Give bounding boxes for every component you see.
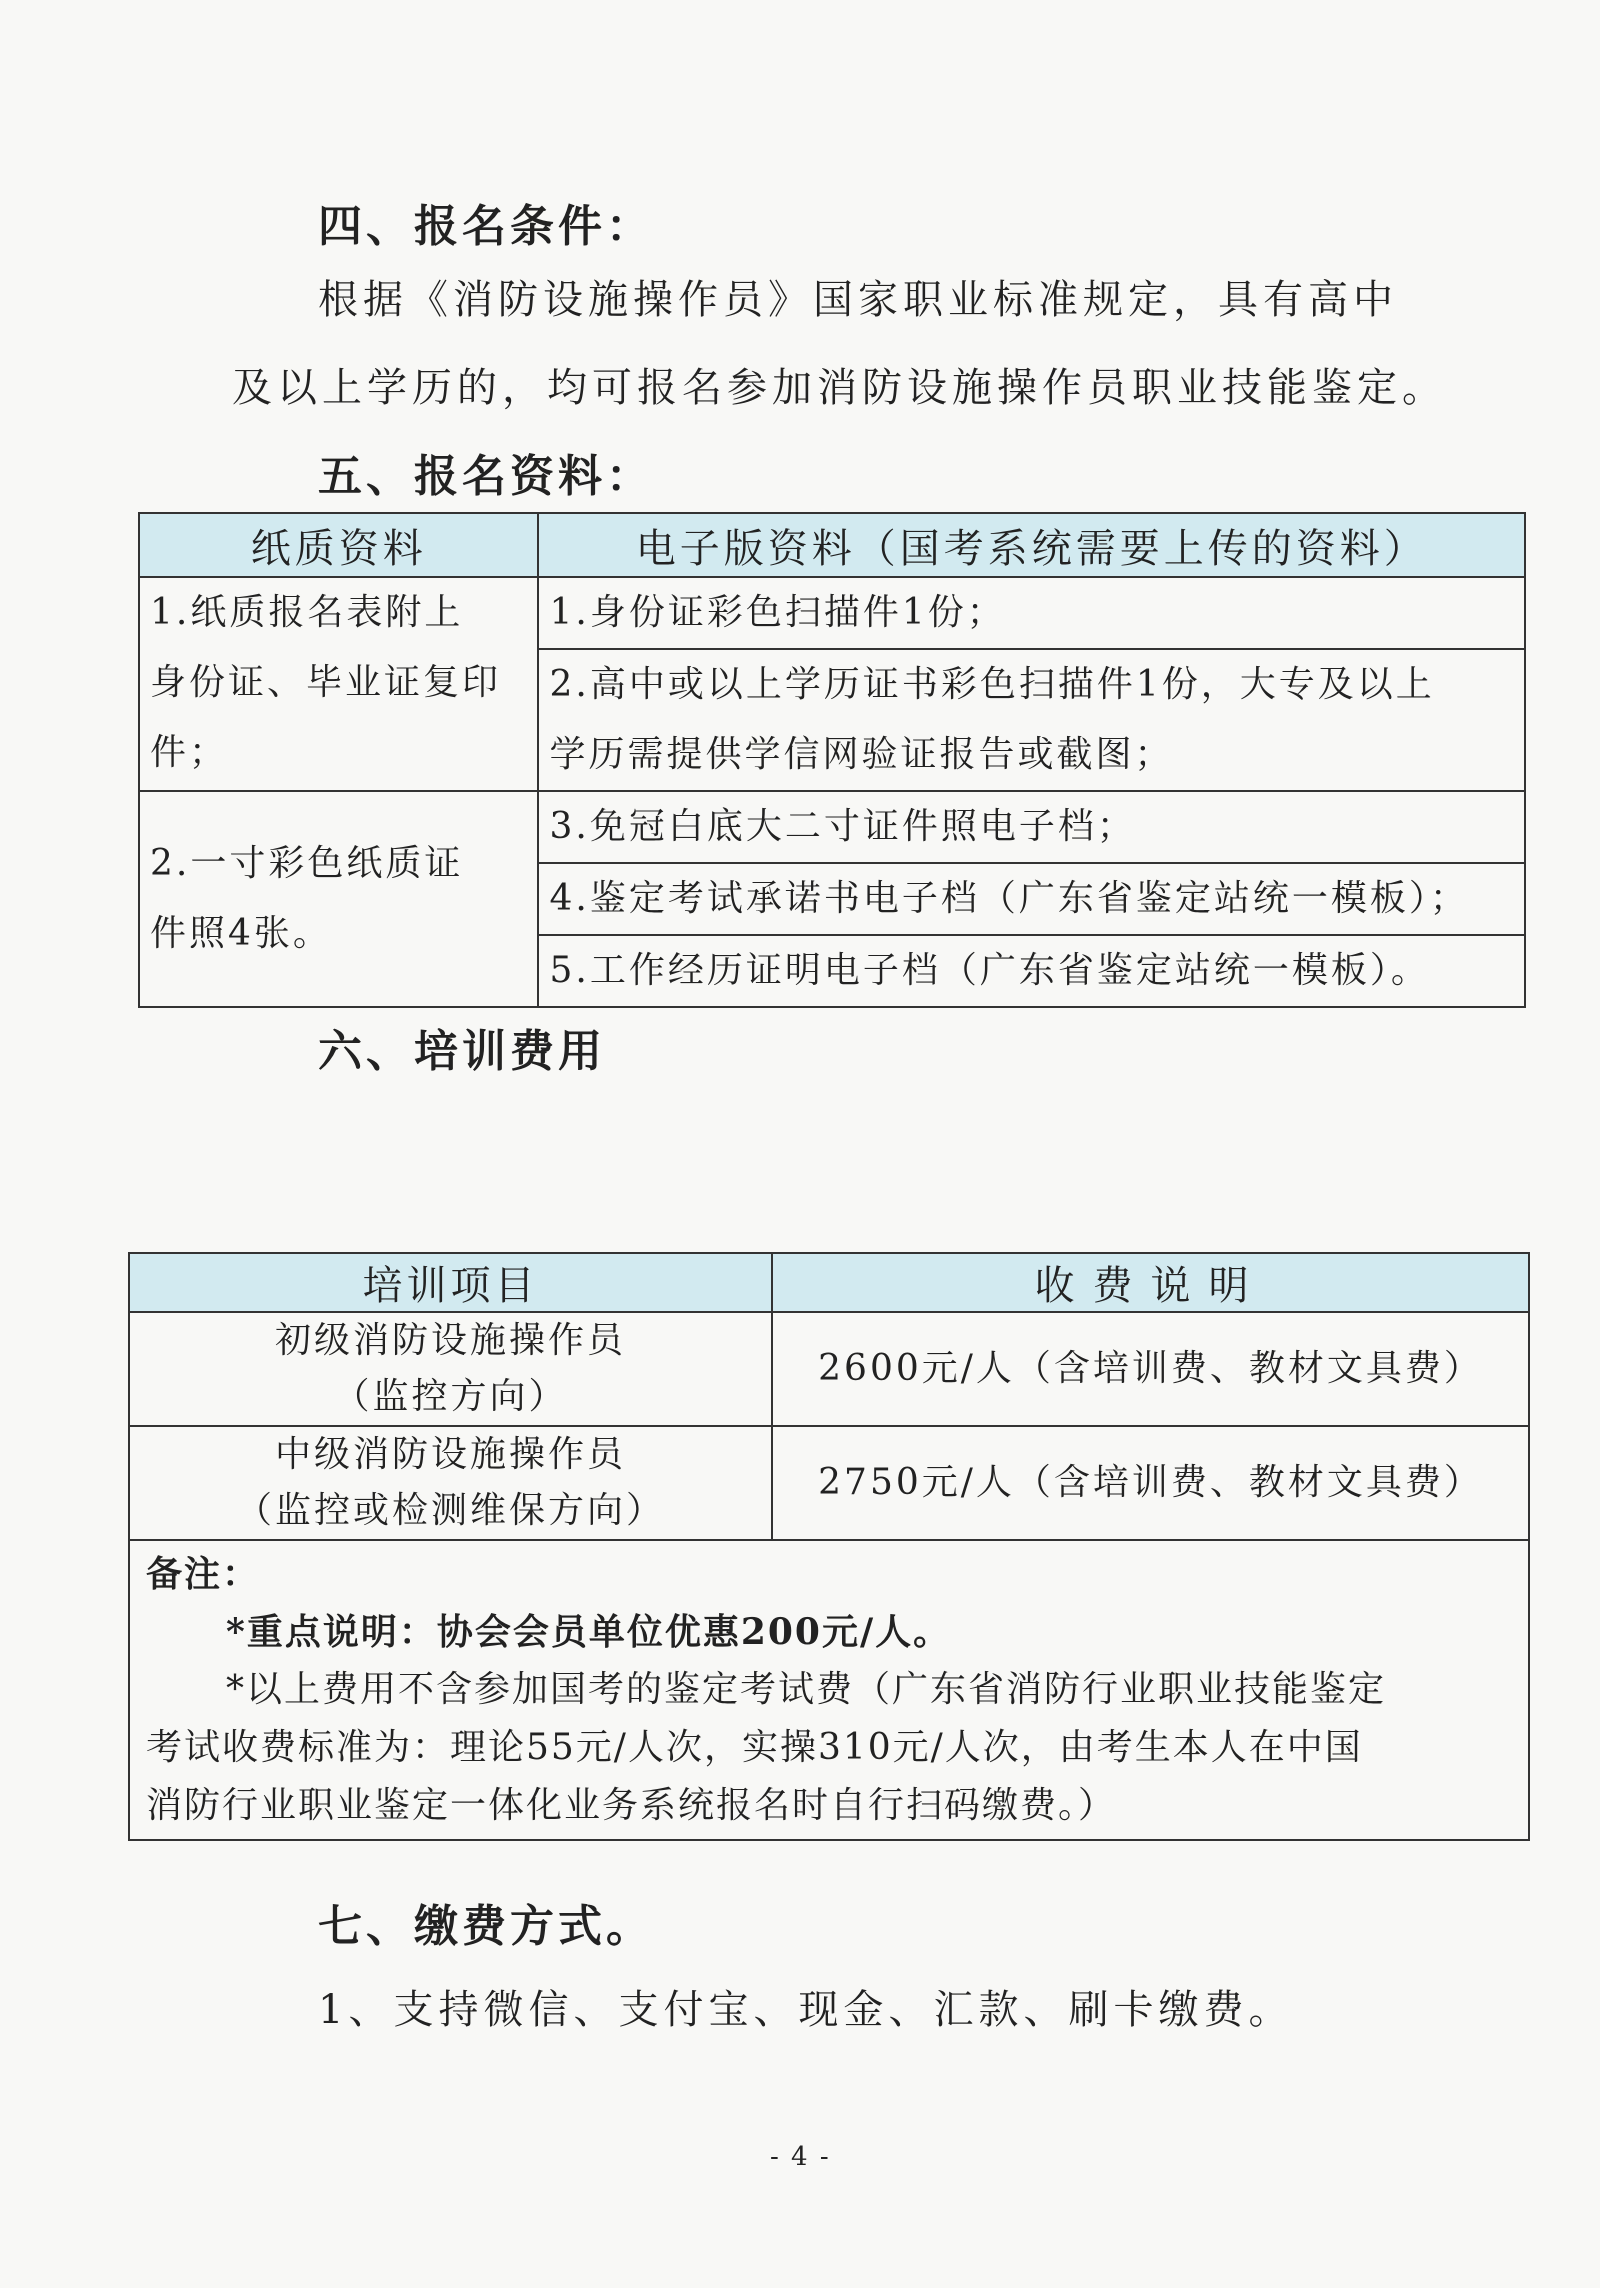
paper-item-1-line: 1.纸质报名表附上	[150, 592, 464, 633]
fee-note-line: 消防行业职业鉴定一体化业务系统报名时自行扫码缴费。）	[146, 1785, 1117, 1826]
fee-notes	[129, 1540, 1529, 1840]
fee-row-1-item	[129, 1312, 772, 1426]
paper-item-2	[139, 791, 538, 1007]
paper-item-2-line: 2.一寸彩色纸质证	[150, 843, 464, 884]
fee-note-label: 备注：	[146, 1553, 261, 1595]
section-7-heading: 七、缴费方式。	[318, 1901, 654, 1952]
section-4-text-line2: 及以上学历的，均可报名参加消防设施操作员职业技能鉴定。	[232, 365, 1447, 411]
fee-note-line: 考试收费标准为：理论55元/人次，实操310元/人次，由考生本人在中国	[146, 1727, 1363, 1768]
fee-header-item: 培训项目	[129, 1253, 772, 1312]
section-7-item-1: 1、支持微信、支付宝、现金、汇款、刷卡缴费。	[318, 1987, 1294, 2033]
fee-header-fee: 收费说明	[772, 1253, 1529, 1312]
fee-row-2-item-line: （监控或检测维保方向）	[236, 1490, 666, 1531]
materials-header-paper: 纸质资料	[139, 513, 538, 577]
materials-header-electronic: 电子版资料（国考系统需要上传的资料）	[538, 513, 1525, 577]
electronic-item-5: 5.工作经历证明电子档（广东省鉴定站统一模板）。	[538, 935, 1525, 1007]
electronic-item-2	[538, 649, 1525, 791]
electronic-item-4: 4.鉴定考试承诺书电子档（广东省鉴定站统一模板）；	[538, 863, 1525, 935]
paper-item-1	[139, 577, 538, 791]
electronic-item-2-line: 学历需提供学信网验证报告或截图；	[549, 734, 1174, 775]
paper-item-1-line: 件；	[150, 732, 229, 773]
fee-note-highlight: *重点说明：协会会员单位优惠200元/人。	[226, 1611, 952, 1653]
fee-note-line: *以上费用不含参加国考的鉴定考试费（广东省消防行业职业技能鉴定	[226, 1669, 1387, 1710]
fee-row-2-fee: 2750元/人（含培训费、教材文具费）	[772, 1426, 1529, 1540]
fee-row-2-item-line: 中级消防设施操作员	[275, 1434, 627, 1475]
fee-row-1-item-line: 初级消防设施操作员	[275, 1320, 627, 1361]
fee-table	[128, 1252, 1530, 1841]
fee-row-2-item	[129, 1426, 772, 1540]
electronic-item-2-line: 2.高中或以上学历证书彩色扫描件1份，大专及以上	[549, 664, 1435, 705]
section-4-text-line1: 根据《消防设施操作员》国家职业标准规定，具有高中	[318, 277, 1398, 323]
section-4-heading: 四、报名条件：	[318, 201, 654, 252]
paper-item-1-line: 身份证、毕业证复印	[150, 662, 502, 703]
section-5-heading: 五、报名资料：	[318, 451, 654, 502]
section-6-heading: 六、培训费用	[318, 1026, 606, 1077]
electronic-item-3: 3.免冠白底大二寸证件照电子档；	[538, 791, 1525, 863]
fee-row-1-item-line: （监控方向）	[333, 1376, 568, 1417]
paper-item-2-line: 件照4张。	[150, 913, 332, 954]
fee-row-1-fee: 2600元/人（含培训费、教材文具费）	[772, 1312, 1529, 1426]
page-number: - 4 -	[770, 2142, 831, 2172]
electronic-item-1: 1.身份证彩色扫描件1份；	[538, 577, 1525, 649]
materials-table	[138, 512, 1526, 1008]
